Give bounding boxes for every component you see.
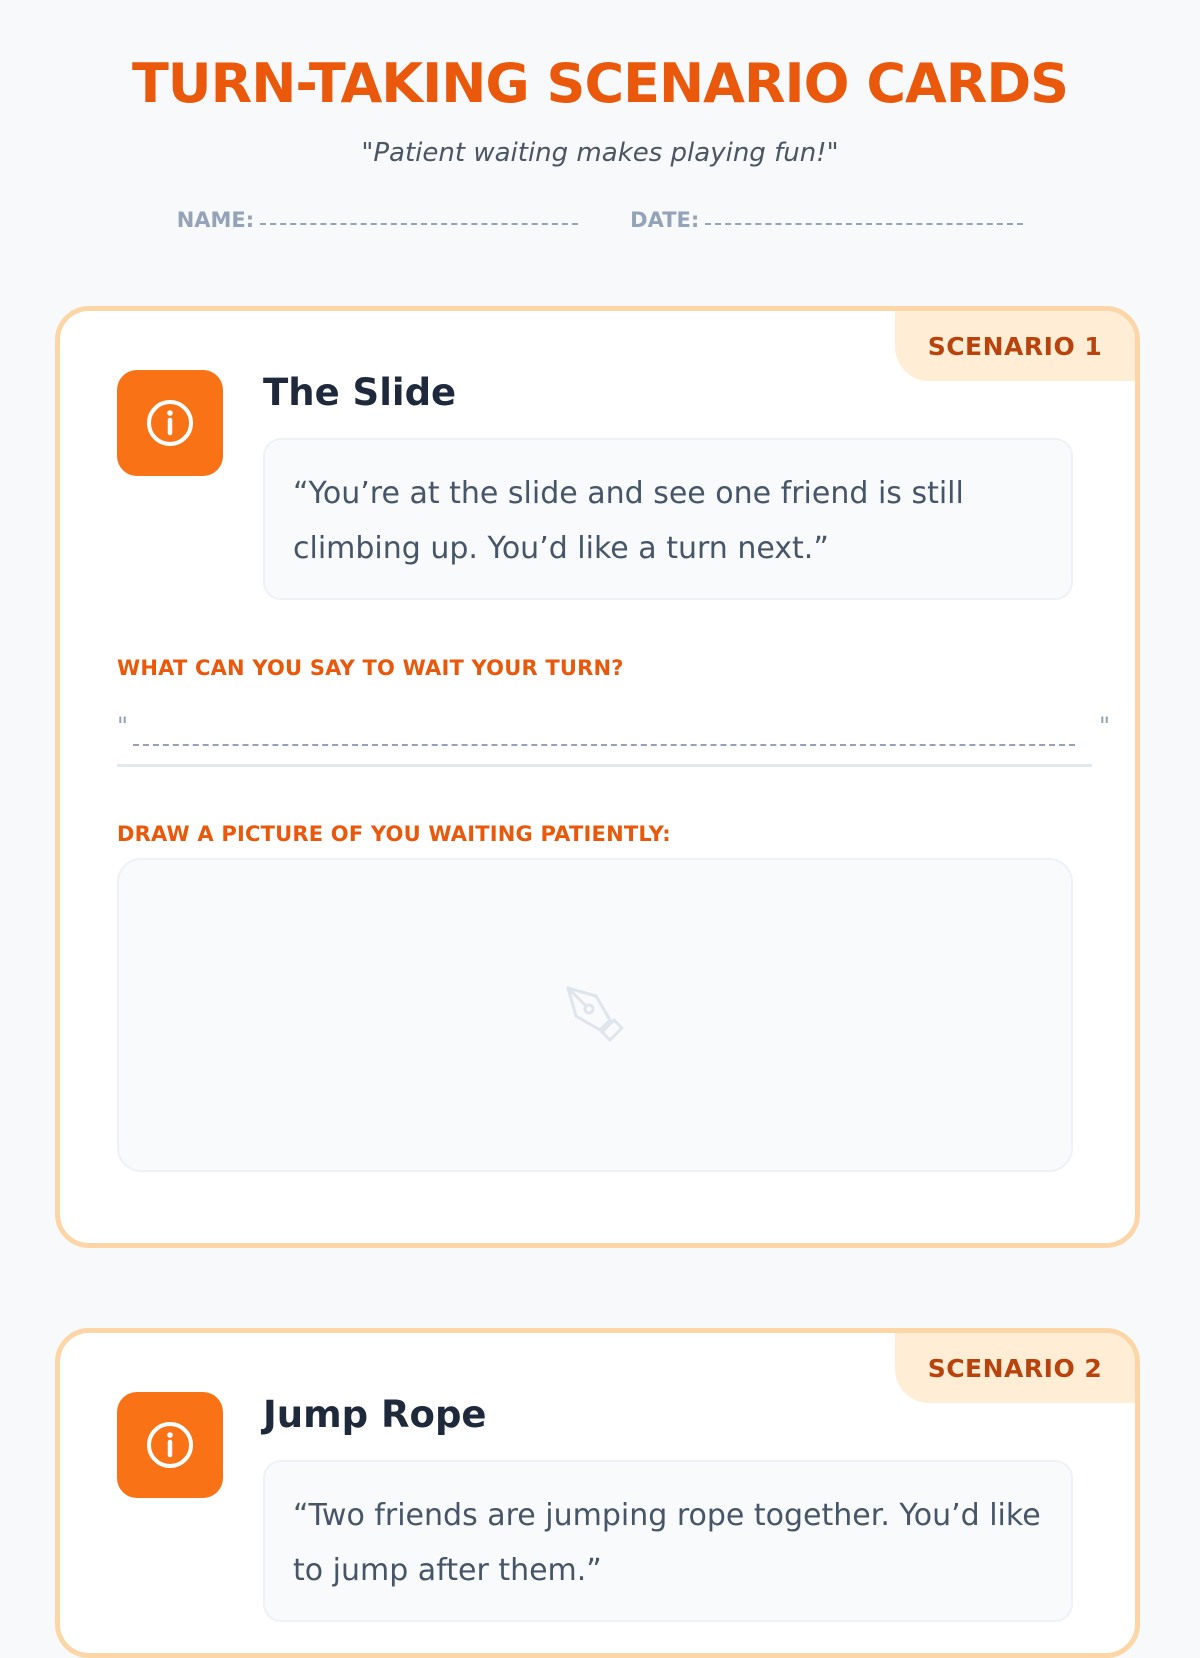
scenario-title: Jump Rope [263,1393,487,1436]
page-subtitle: "Patient waiting makes playing fun!" [361,138,839,168]
name-field[interactable] [177,208,578,232]
page-title: TURN-TAKING SCENARIO CARDS [131,52,1069,115]
answer-dash-line [133,744,1075,746]
date-field[interactable] [630,208,1023,232]
info-icon [117,1392,223,1498]
info-icon [117,370,223,476]
name-label: NAME: [176,208,255,232]
drawing-area[interactable] [117,858,1073,1172]
date-label: DATE: [630,208,700,232]
scenario-title: The Slide [263,371,457,414]
scenario-quote: “Two friends are jumping rope together. You’d like to jump after them.” [263,1460,1073,1622]
scenario-badge: SCENARIO 1 [895,311,1135,381]
close-quote-mark: " [1098,712,1110,740]
draw-prompt-label: DRAW A PICTURE OF YOU WAITING PATIENTLY: [117,822,671,846]
say-prompt-label: WHAT CAN YOU SAY TO WAIT YOUR TURN? [117,656,624,680]
scenario-card [55,306,1140,1248]
name-write-line[interactable] [260,223,578,225]
pen-nib-icon [562,980,628,1050]
name-date-row [0,208,1200,232]
date-write-line[interactable] [705,223,1023,225]
answer-write-line[interactable] [117,704,1110,767]
scenario-card [55,1328,1140,1658]
scenario-quote: “You’re at the slide and see one friend is still climbing up. You’d like a turn next.” [263,438,1073,600]
open-quote-mark: " [117,712,129,740]
scenario-badge: SCENARIO 2 [895,1333,1135,1403]
